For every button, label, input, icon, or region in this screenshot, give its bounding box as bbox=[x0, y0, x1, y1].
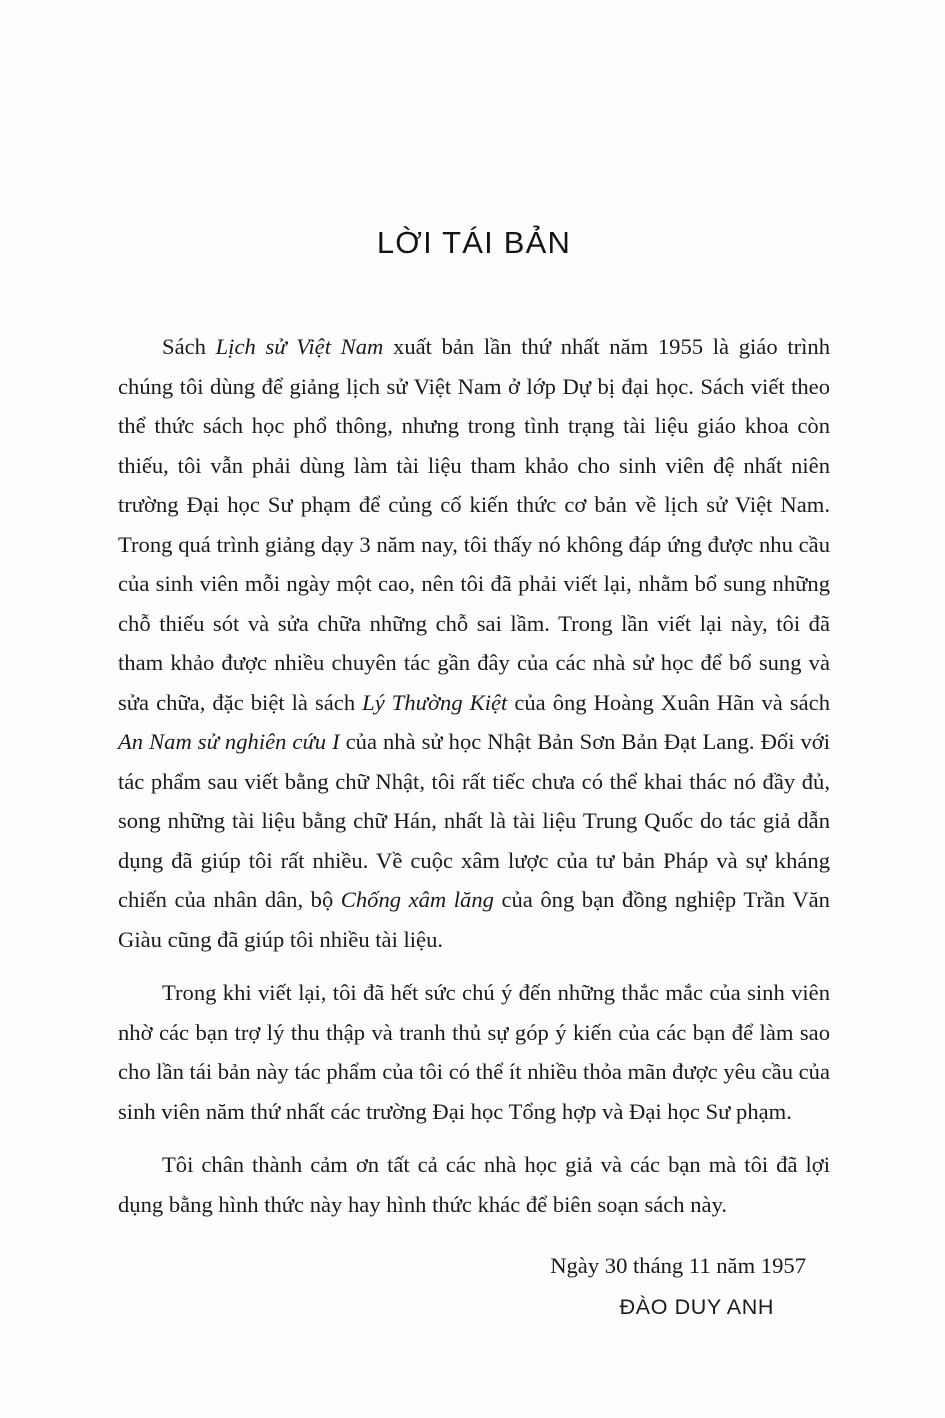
signoff-date: Ngày 30 tháng 11 năm 1957 bbox=[550, 1253, 806, 1278]
signoff-author: ĐÀO DUY ANH bbox=[619, 1295, 774, 1319]
paragraph-2: Trong khi viết lại, tôi đã hết sức chú ý đến những thắc mắc của sinh viên nhờ các bạn trợ lý thu thập và tranh thủ sự góp ý kiến của các bạn để làm sao cho lần tái bản này tác phẩm của tôi có thể ít nhiều thỏa mãn được yêu cầu của sinh viên năm thứ nhất các trường Đại học Tổng hợp và Đại học Sư phạm. bbox=[118, 980, 830, 1124]
document-body bbox=[118, 225, 830, 1328]
page-title: LỜI TÁI BẢN bbox=[376, 225, 572, 260]
paragraph-3: Tôi chân thành cảm ơn tất cả các nhà học giả và các bạn mà tôi đã lợi dụng bằng hình thức này hay hình thức khác để biên soạn sách này. bbox=[118, 1152, 830, 1217]
signoff-block bbox=[118, 1246, 830, 1328]
paragraph-1: Sách Lịch sử Việt Nam xuất bản lần thứ nhất năm 1955 là giáo trình chúng tôi dùng để giảng lịch sử Việt Nam ở lớp Dự bị đại học. Sách viết theo thể thức sách học phổ thông, nhưng trong tình trạng tài liệu giáo khoa còn thiếu, tôi vẫn phải dùng làm tài liệu tham khảo cho sinh viên đệ nhất niên trường Đại học Sư phạm để củng cố kiến thức cơ bản về lịch sử Việt Nam. Trong quá trình giảng dạy 3 năm nay, tôi thấy nó không đáp ứng được nhu cầu của sinh viên mỗi ngày một cao, nên tôi đã phải viết lại, nhằm bổ sung những chỗ thiếu sót và sửa chữa những chỗ sai lầm. Trong lần viết lại này, tôi đã tham khảo được nhiều chuyên tác gần đây của các nhà sử học để bổ sung và sửa chữa, đặc biệt là sách Lý Thường Kiệt của ông Hoàng Xuân Hãn và sách An Nam sử nghiên cứu I của nhà sử học Nhật Bản Sơn Bản Đạt Lang. Đối với tác phẩm sau viết bằng chữ Nhật, tôi rất tiếc chưa có thể khai thác nó đầy đủ, song những tài liệu bằng chữ Hán, nhất là tài liệu Trung Quốc do tác giả dẫn dụng đã giúp tôi rất nhiều. Về cuộc xâm lược của tư bản Pháp và sự kháng chiến của nhân dân, bộ Chống xâm lăng của ông bạn đồng nghiệp Trần Văn Giàu cũng đã giúp tôi nhiều tài liệu. bbox=[118, 334, 831, 952]
